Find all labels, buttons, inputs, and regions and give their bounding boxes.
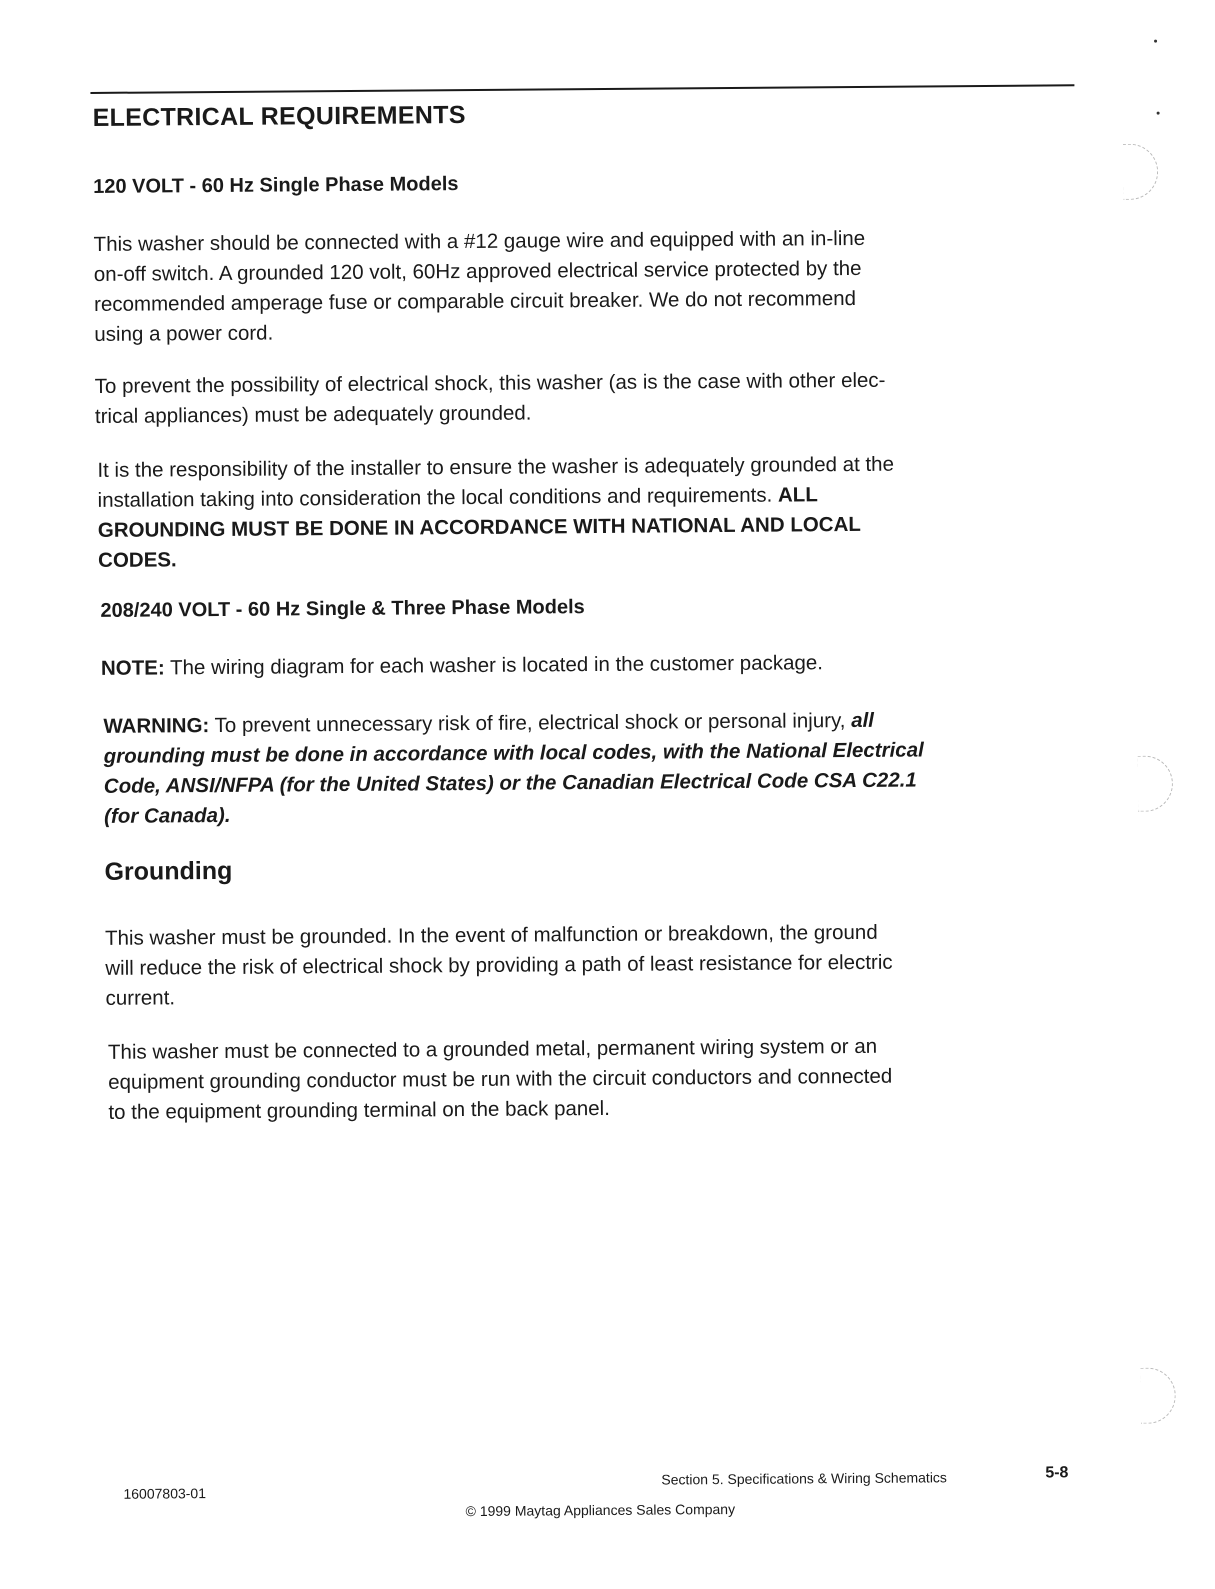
warning-emphasis: all <box>851 708 875 733</box>
footer-page-number: 5-8 <box>1045 1464 1069 1482</box>
footer-copyright: © 1999 Maytag Appliances Sales Company <box>465 1500 736 1520</box>
footer-section: Section 5. Specifications & Wiring Schematics <box>661 1469 947 1488</box>
text-line-emphasis: Code, ANSI/NFPA (for the United States) or the Canadian Electrical Code CSA C22.1 <box>103 768 917 798</box>
warning-label: WARNING: <box>103 714 210 738</box>
punch-hole-mark <box>1123 144 1158 200</box>
note-paragraph <box>101 648 823 684</box>
text-bold: ALL <box>777 483 818 507</box>
header-rule <box>90 84 1074 94</box>
paragraph-grounding-1 <box>105 918 893 1014</box>
heading-grounding: Grounding <box>104 856 233 886</box>
text-line: trical appliances) must be adequately grounded. <box>94 401 532 428</box>
text-line: This washer should be connected with a #12 gauge wire and equipped with an in-line <box>93 226 866 256</box>
text-line: recommended amperage fuse or comparable circuit breaker. We do not recommend <box>94 286 857 316</box>
text-line: to the equipment grounding terminal on the back panel. <box>108 1096 610 1124</box>
text-line: This washer must be connected to a grounded metal, permanent wiring system or an <box>107 1034 878 1064</box>
heading-208-240v: 208/240 VOLT - 60 Hz Single & Three Phase Models <box>100 596 585 622</box>
scan-speck <box>1157 112 1160 115</box>
warning-paragraph <box>103 705 924 831</box>
scan-speck <box>1154 40 1157 43</box>
punch-hole-mark <box>1140 1367 1175 1423</box>
text-line: To prevent the possibility of electrical shock, this washer (as is the case with other elec- <box>94 368 886 398</box>
page-title: ELECTRICAL REQUIREMENTS <box>92 101 466 132</box>
paragraph-responsibility <box>97 450 894 576</box>
heading-120v: 120 VOLT - 60 Hz Single Phase Models <box>93 173 459 198</box>
text-line: using a power cord. <box>94 321 274 346</box>
paragraph-grounding-2 <box>108 1032 893 1128</box>
text-line <box>101 648 823 684</box>
text-line: current. <box>105 986 176 1010</box>
paragraph-shock <box>95 366 886 432</box>
note-text: The wiring diagram for each washer is located in the customer package. <box>164 651 824 680</box>
text-line: This washer must be grounded. In the event of malfunction or breakdown, the ground <box>104 920 878 950</box>
text-line-bold: GROUNDING MUST BE DONE IN ACCORDANCE WITH NATIONAL AND LOCAL <box>97 512 861 542</box>
footer-doc-number: 16007803-01 <box>123 1485 207 1502</box>
text-line-emphasis: grounding must be done in accordance with local codes, with the National Electrical <box>103 738 924 768</box>
text-line: on-off switch. A grounded 120 volt, 60Hz approved electrical service protected by the <box>93 256 862 286</box>
note-label: NOTE: <box>100 656 165 680</box>
text-normal: installation taking into consideration the local conditions and requirements. <box>97 483 779 512</box>
paragraph-wiring <box>94 224 866 350</box>
text-line: will reduce the risk of electrical shock by providing a path of least resistance for electric <box>105 950 893 980</box>
text-line: It is the responsibility of the installer to ensure the washer is adequately grounded at the <box>97 452 895 482</box>
text-line: equipment grounding conductor must be run with the circuit conductors and connected <box>108 1064 893 1094</box>
warning-text: To prevent unnecessary risk of fire, electrical shock or personal injury, <box>209 709 852 738</box>
text-line-emphasis: (for Canada). <box>104 803 231 828</box>
text-line-bold: CODES. <box>98 548 177 572</box>
punch-hole-mark <box>1138 756 1173 812</box>
